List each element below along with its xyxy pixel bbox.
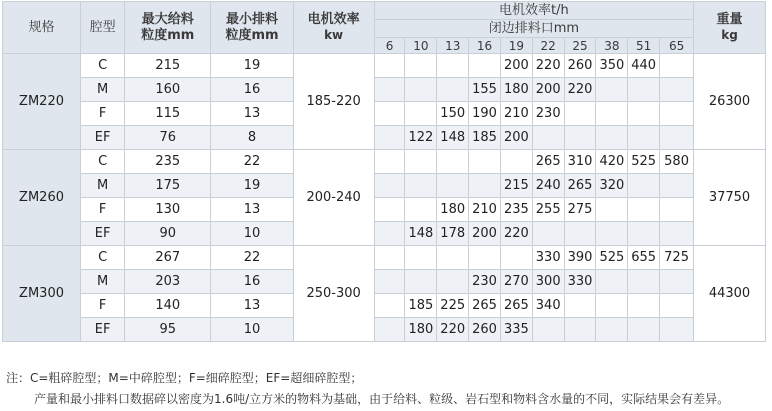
capacity-cell	[405, 102, 437, 126]
note-basis: 产量和最小排料口数据碎以密度为1.6吨/立方米的物料为基础，由于给料、粒级、岩石型和物料含水量的不同，实际结果会有差异。	[34, 392, 730, 406]
capacity-cell: 265	[564, 174, 596, 198]
capacity-cell	[374, 270, 405, 294]
cavity-cell: M	[81, 78, 125, 102]
capacity-cell	[374, 246, 405, 270]
capacity-cell	[628, 294, 660, 318]
capacity-cell	[660, 78, 694, 102]
min-discharge-cell: 13	[211, 198, 293, 222]
cavity-cell: EF	[81, 318, 125, 342]
header-model: 规格	[3, 2, 81, 54]
header-motor	[293, 2, 374, 54]
capacity-cell	[374, 126, 405, 150]
header-max-feed-line2: 粒度mm	[141, 27, 195, 43]
capacity-cell	[405, 270, 437, 294]
capacity-cell	[660, 102, 694, 126]
table-row	[3, 318, 766, 342]
capacity-cell	[532, 222, 564, 246]
model-cell: ZM260	[3, 150, 81, 246]
capacity-cell: 255	[532, 198, 564, 222]
capacity-cell	[532, 126, 564, 150]
capacity-cell	[405, 78, 437, 102]
max-feed-cell: 175	[125, 174, 211, 198]
capacity-cell	[405, 198, 437, 222]
capacity-cell	[660, 126, 694, 150]
min-discharge-cell: 10	[211, 222, 293, 246]
capacity-cell: 178	[437, 222, 469, 246]
motor-cell: 200-240	[293, 150, 374, 246]
capacity-cell	[660, 198, 694, 222]
capacity-cell	[596, 102, 628, 126]
capacity-cell	[596, 126, 628, 150]
capacity-cell	[660, 270, 694, 294]
capacity-cell	[374, 150, 405, 174]
weight-cell: 37750	[694, 150, 766, 246]
capacity-cell: 330	[564, 270, 596, 294]
capacity-cell: 300	[532, 270, 564, 294]
weight-cell: 44300	[694, 246, 766, 342]
max-feed-cell: 90	[125, 222, 211, 246]
capacity-cell	[469, 174, 501, 198]
capacity-cell	[437, 54, 469, 78]
cavity-cell: F	[81, 294, 125, 318]
max-feed-cell: 130	[125, 198, 211, 222]
capacity-cell	[374, 54, 405, 78]
cavity-cell: C	[81, 150, 125, 174]
motor-cell: 250-300	[293, 246, 374, 342]
min-discharge-cell: 13	[211, 294, 293, 318]
capacity-cell: 148	[405, 222, 437, 246]
capacity-cell	[628, 270, 660, 294]
capacity-cell: 310	[564, 150, 596, 174]
capacity-cell: 220	[437, 318, 469, 342]
table-row	[3, 78, 766, 102]
capacity-cell: 655	[628, 246, 660, 270]
capacity-cell: 180	[405, 318, 437, 342]
capacity-cell: 225	[437, 294, 469, 318]
table-row	[3, 102, 766, 126]
capacity-cell	[660, 294, 694, 318]
header-weight	[694, 2, 766, 54]
capacity-cell	[660, 174, 694, 198]
max-feed-cell: 160	[125, 78, 211, 102]
min-discharge-cell: 13	[211, 102, 293, 126]
capacity-cell: 525	[628, 150, 660, 174]
capacity-cell: 335	[500, 318, 532, 342]
capacity-cell: 390	[564, 246, 596, 270]
capacity-cell	[596, 294, 628, 318]
capacity-cell: 350	[596, 54, 628, 78]
capacity-cell	[405, 246, 437, 270]
capacity-cell: 155	[469, 78, 501, 102]
capacity-cell	[628, 126, 660, 150]
capacity-cell: 150	[437, 102, 469, 126]
capacity-cell: 230	[469, 270, 501, 294]
cavity-cell: EF	[81, 126, 125, 150]
table-row	[3, 246, 766, 270]
header-weight-line2: kg	[721, 28, 738, 42]
table-row	[3, 294, 766, 318]
capacity-cell: 180	[500, 78, 532, 102]
capacity-cell	[500, 246, 532, 270]
port-header-cell: 51	[628, 38, 660, 54]
capacity-cell: 180	[437, 198, 469, 222]
table-body	[3, 54, 766, 342]
header-motor-line2: kw	[324, 28, 344, 42]
capacity-cell: 265	[469, 294, 501, 318]
model-cell: ZM220	[3, 54, 81, 150]
capacity-cell	[596, 270, 628, 294]
cavity-cell: C	[81, 246, 125, 270]
cavity-cell: F	[81, 102, 125, 126]
spec-table	[2, 1, 766, 342]
min-discharge-cell: 10	[211, 318, 293, 342]
capacity-cell	[405, 174, 437, 198]
max-feed-cell: 215	[125, 54, 211, 78]
capacity-cell: 148	[437, 126, 469, 150]
header-motor-line1: 电机效率	[307, 12, 360, 27]
capacity-cell	[405, 150, 437, 174]
capacity-cell: 220	[532, 54, 564, 78]
table-row	[3, 270, 766, 294]
max-feed-cell: 76	[125, 126, 211, 150]
capacity-cell: 215	[500, 174, 532, 198]
port-header-cell: 25	[564, 38, 596, 54]
capacity-cell	[628, 174, 660, 198]
motor-cell: 185-220	[293, 54, 374, 150]
table-row	[3, 198, 766, 222]
min-discharge-cell: 22	[211, 150, 293, 174]
weight-cell: 26300	[694, 54, 766, 150]
capacity-cell	[564, 126, 596, 150]
capacity-cell: 185	[469, 126, 501, 150]
capacity-cell	[469, 54, 501, 78]
capacity-cell: 200	[500, 54, 532, 78]
header-min-discharge-line1: 最小排料	[225, 11, 278, 27]
cavity-cell: M	[81, 174, 125, 198]
capacity-cell	[469, 150, 501, 174]
capacity-cell: 235	[500, 198, 532, 222]
port-header-cell: 65	[660, 38, 694, 54]
max-feed-cell: 203	[125, 270, 211, 294]
port-header-cell: 19	[500, 38, 532, 54]
capacity-cell	[628, 102, 660, 126]
header-max-feed	[125, 2, 211, 54]
capacity-cell: 330	[532, 246, 564, 270]
port-header-cell: 22	[532, 38, 564, 54]
table-row	[3, 150, 766, 174]
capacity-cell: 200	[469, 222, 501, 246]
capacity-cell: 210	[500, 102, 532, 126]
header-max-feed-line1: 最大给料	[141, 11, 194, 27]
capacity-cell: 440	[628, 54, 660, 78]
max-feed-cell: 95	[125, 318, 211, 342]
cavity-cell: F	[81, 198, 125, 222]
capacity-cell	[500, 150, 532, 174]
capacity-cell	[628, 318, 660, 342]
capacity-cell	[469, 246, 501, 270]
table-row	[3, 126, 766, 150]
capacity-cell	[596, 198, 628, 222]
capacity-cell	[628, 78, 660, 102]
min-discharge-cell: 8	[211, 126, 293, 150]
capacity-cell: 420	[596, 150, 628, 174]
capacity-cell	[660, 222, 694, 246]
capacity-cell: 260	[564, 54, 596, 78]
min-discharge-cell: 16	[211, 78, 293, 102]
capacity-cell: 725	[660, 246, 694, 270]
capacity-cell: 230	[532, 102, 564, 126]
capacity-cell	[437, 270, 469, 294]
capacity-cell	[596, 318, 628, 342]
capacity-cell	[374, 78, 405, 102]
min-discharge-cell: 19	[211, 54, 293, 78]
cavity-cell: M	[81, 270, 125, 294]
capacity-cell	[374, 174, 405, 198]
min-discharge-cell: 19	[211, 174, 293, 198]
capacity-cell: 270	[500, 270, 532, 294]
header-closed-side: 闭边排料口mm	[374, 20, 693, 38]
capacity-cell	[564, 294, 596, 318]
capacity-cell	[374, 318, 405, 342]
capacity-cell: 260	[469, 318, 501, 342]
cavity-cell: EF	[81, 222, 125, 246]
capacity-cell	[374, 222, 405, 246]
capacity-cell	[660, 54, 694, 78]
header-min-discharge	[211, 2, 293, 54]
max-feed-cell: 115	[125, 102, 211, 126]
header-cavity: 腔型	[81, 2, 125, 54]
capacity-cell: 320	[596, 174, 628, 198]
capacity-cell	[437, 150, 469, 174]
capacity-cell: 185	[405, 294, 437, 318]
capacity-cell	[437, 174, 469, 198]
header-weight-line1: 重量	[716, 12, 743, 27]
capacity-cell: 220	[500, 222, 532, 246]
capacity-cell	[374, 102, 405, 126]
capacity-cell: 240	[532, 174, 564, 198]
max-feed-cell: 267	[125, 246, 211, 270]
capacity-cell: 190	[469, 102, 501, 126]
capacity-cell	[437, 78, 469, 102]
table-row	[3, 174, 766, 198]
capacity-cell	[532, 318, 564, 342]
capacity-cell	[374, 294, 405, 318]
table-row	[3, 222, 766, 246]
capacity-cell: 525	[596, 246, 628, 270]
capacity-cell: 122	[405, 126, 437, 150]
capacity-cell	[564, 222, 596, 246]
port-header-cell: 13	[437, 38, 469, 54]
capacity-cell: 275	[564, 198, 596, 222]
table-row	[3, 54, 766, 78]
capacity-cell	[628, 222, 660, 246]
max-feed-cell: 140	[125, 294, 211, 318]
capacity-cell	[374, 198, 405, 222]
capacity-cell	[564, 318, 596, 342]
capacity-cell: 265	[532, 150, 564, 174]
cavity-cell: C	[81, 54, 125, 78]
capacity-cell: 220	[564, 78, 596, 102]
port-header-cell: 10	[405, 38, 437, 54]
capacity-cell	[564, 102, 596, 126]
port-header-cell: 38	[596, 38, 628, 54]
capacity-cell: 210	[469, 198, 501, 222]
header-min-discharge-line2: 粒度mm	[225, 27, 279, 43]
note-legend: 注：C=粗碎腔型；M=中碎腔型；F=细碎腔型；EF=超细碎腔型；	[6, 371, 363, 385]
port-header-cell: 6	[374, 38, 405, 54]
capacity-cell: 200	[532, 78, 564, 102]
capacity-cell	[596, 78, 628, 102]
capacity-cell	[628, 198, 660, 222]
capacity-cell: 580	[660, 150, 694, 174]
capacity-cell: 200	[500, 126, 532, 150]
capacity-cell: 340	[532, 294, 564, 318]
capacity-cell	[596, 222, 628, 246]
port-header-cell: 16	[469, 38, 501, 54]
min-discharge-cell: 16	[211, 270, 293, 294]
min-discharge-cell: 22	[211, 246, 293, 270]
header-capacity: 电机效率t/h	[374, 2, 693, 20]
capacity-cell	[660, 318, 694, 342]
capacity-cell: 265	[500, 294, 532, 318]
capacity-cell	[405, 54, 437, 78]
capacity-cell	[437, 246, 469, 270]
model-cell: ZM300	[3, 246, 81, 342]
max-feed-cell: 235	[125, 150, 211, 174]
